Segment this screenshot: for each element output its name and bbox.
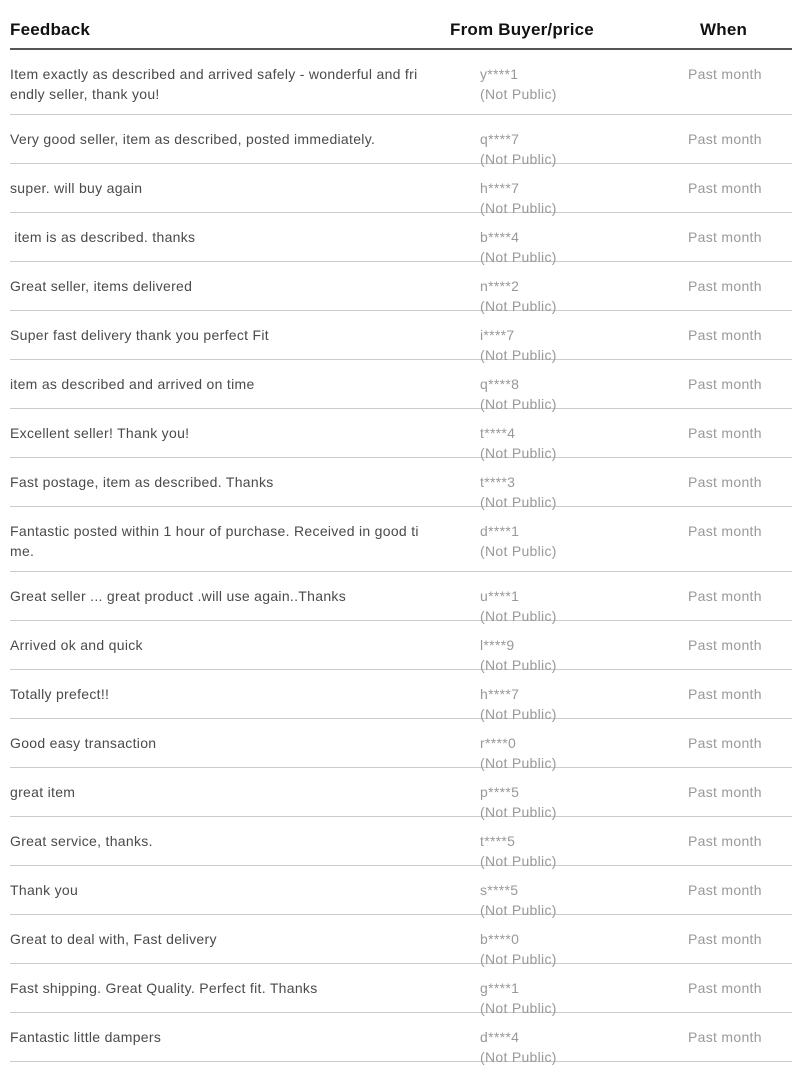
feedback-text: Great service, thanks. bbox=[10, 833, 153, 849]
feedback-rows bbox=[10, 50, 792, 1065]
buyer-id: d****1 bbox=[480, 523, 520, 539]
feedback-when: Past month bbox=[688, 637, 762, 653]
buyer-cell bbox=[440, 50, 680, 114]
column-header-feedback: Feedback bbox=[10, 20, 91, 39]
buyer-privacy-note: (Not Public) bbox=[480, 543, 557, 559]
feedback-row bbox=[10, 817, 792, 869]
buyer-cell bbox=[440, 213, 680, 265]
feedback-text: Item exactly as described and arrived safely - wonderful and friendly seller, thank you! bbox=[10, 66, 418, 102]
feedback-text: Excellent seller! Thank you! bbox=[10, 425, 190, 441]
feedback-row bbox=[10, 409, 792, 461]
buyer-id: r****0 bbox=[480, 735, 517, 751]
feedback-row bbox=[10, 262, 792, 314]
table-header bbox=[10, 0, 792, 50]
feedback-row bbox=[10, 866, 792, 918]
buyer-id: t****3 bbox=[480, 474, 516, 490]
feedback-when: Past month bbox=[688, 66, 762, 82]
feedback-when: Past month bbox=[688, 131, 762, 147]
buyer-privacy-note: (Not Public) bbox=[480, 200, 557, 216]
feedback-when: Past month bbox=[688, 180, 762, 196]
buyer-cell bbox=[440, 507, 680, 571]
column-header-from-buyer-price: From Buyer/price bbox=[450, 20, 594, 39]
buyer-privacy-note: (Not Public) bbox=[480, 853, 557, 869]
buyer-cell bbox=[440, 866, 680, 918]
buyer-privacy-note: (Not Public) bbox=[480, 951, 557, 967]
feedback-text: Thank you bbox=[10, 882, 79, 898]
buyer-cell bbox=[440, 115, 680, 167]
buyer-cell bbox=[440, 670, 680, 722]
feedback-when: Past month bbox=[688, 474, 762, 490]
buyer-id: p****5 bbox=[480, 784, 520, 800]
feedback-text: item is as described. thanks bbox=[10, 229, 196, 245]
feedback-when: Past month bbox=[688, 833, 762, 849]
feedback-table bbox=[10, 0, 792, 1065]
buyer-privacy-note: (Not Public) bbox=[480, 151, 557, 167]
feedback-row bbox=[10, 670, 792, 722]
feedback-text: Fast postage, item as described. Thanks bbox=[10, 474, 274, 490]
feedback-text: Very good seller, item as described, posted immediately. bbox=[10, 131, 376, 147]
buyer-id: u****1 bbox=[480, 588, 520, 604]
buyer-cell bbox=[440, 360, 680, 412]
feedback-text: super. will buy again bbox=[10, 180, 143, 196]
buyer-id: s****5 bbox=[480, 882, 519, 898]
buyer-id: n****2 bbox=[480, 278, 520, 294]
buyer-id: b****0 bbox=[480, 931, 520, 947]
feedback-text: great item bbox=[10, 784, 76, 800]
feedback-row bbox=[10, 164, 792, 216]
feedback-text: Fantastic posted within 1 hour of purchase. Received in good time. bbox=[10, 523, 419, 559]
feedback-text: Totally prefect!! bbox=[10, 686, 110, 702]
feedback-row bbox=[10, 50, 792, 115]
feedback-row bbox=[10, 458, 792, 510]
feedback-row bbox=[10, 719, 792, 771]
buyer-privacy-note: (Not Public) bbox=[480, 804, 557, 820]
feedback-when: Past month bbox=[688, 784, 762, 800]
buyer-id: h****7 bbox=[480, 686, 520, 702]
buyer-privacy-note: (Not Public) bbox=[480, 298, 557, 314]
feedback-row bbox=[10, 768, 792, 820]
buyer-privacy-note: (Not Public) bbox=[480, 1049, 557, 1065]
feedback-row bbox=[10, 1013, 792, 1065]
buyer-privacy-note: (Not Public) bbox=[480, 347, 557, 363]
feedback-when: Past month bbox=[688, 686, 762, 702]
buyer-id: y****1 bbox=[480, 66, 519, 82]
feedback-text: Fast shipping. Great Quality. Perfect fit. Thanks bbox=[10, 980, 318, 996]
buyer-id: q****8 bbox=[480, 376, 520, 392]
buyer-cell bbox=[440, 768, 680, 820]
buyer-id: t****5 bbox=[480, 833, 516, 849]
feedback-when: Past month bbox=[688, 980, 762, 996]
buyer-privacy-note: (Not Public) bbox=[480, 494, 557, 510]
feedback-row bbox=[10, 572, 792, 624]
feedback-when: Past month bbox=[688, 588, 762, 604]
buyer-cell bbox=[440, 458, 680, 510]
feedback-when: Past month bbox=[688, 425, 762, 441]
feedback-when: Past month bbox=[688, 1029, 762, 1045]
buyer-privacy-note: (Not Public) bbox=[480, 608, 557, 624]
buyer-id: h****7 bbox=[480, 180, 520, 196]
feedback-when: Past month bbox=[688, 931, 762, 947]
buyer-cell bbox=[440, 164, 680, 216]
feedback-text: Fantastic little dampers bbox=[10, 1029, 162, 1045]
feedback-text: Super fast delivery thank you perfect Fit bbox=[10, 327, 269, 343]
feedback-when: Past month bbox=[688, 882, 762, 898]
buyer-cell bbox=[440, 572, 680, 624]
feedback-text: item as described and arrived on time bbox=[10, 376, 255, 392]
buyer-id: b****4 bbox=[480, 229, 520, 245]
feedback-when: Past month bbox=[688, 278, 762, 294]
buyer-id: q****7 bbox=[480, 131, 520, 147]
feedback-text: Arrived ok and quick bbox=[10, 637, 143, 653]
buyer-privacy-note: (Not Public) bbox=[480, 657, 557, 673]
feedback-text: Good easy transaction bbox=[10, 735, 157, 751]
buyer-privacy-note: (Not Public) bbox=[480, 706, 557, 722]
buyer-privacy-note: (Not Public) bbox=[480, 1000, 557, 1016]
feedback-row bbox=[10, 115, 792, 167]
buyer-privacy-note: (Not Public) bbox=[480, 249, 557, 265]
buyer-id: g****1 bbox=[480, 980, 520, 996]
feedback-row bbox=[10, 507, 792, 572]
feedback-when: Past month bbox=[688, 229, 762, 245]
buyer-cell bbox=[440, 621, 680, 673]
feedback-row bbox=[10, 213, 792, 265]
buyer-cell bbox=[440, 1013, 680, 1065]
feedback-row bbox=[10, 311, 792, 363]
buyer-privacy-note: (Not Public) bbox=[480, 86, 557, 102]
feedback-row bbox=[10, 964, 792, 1016]
feedback-when: Past month bbox=[688, 327, 762, 343]
buyer-privacy-note: (Not Public) bbox=[480, 755, 557, 771]
feedback-text: Great seller, items delivered bbox=[10, 278, 193, 294]
buyer-cell bbox=[440, 964, 680, 1016]
buyer-cell bbox=[440, 915, 680, 967]
buyer-privacy-note: (Not Public) bbox=[480, 902, 557, 918]
buyer-cell bbox=[440, 719, 680, 771]
buyer-cell bbox=[440, 409, 680, 461]
feedback-text: Great seller ... great product .will use again..Thanks bbox=[10, 588, 347, 604]
feedback-when: Past month bbox=[688, 523, 762, 539]
buyer-cell bbox=[440, 262, 680, 314]
buyer-cell bbox=[440, 311, 680, 363]
buyer-id: d****4 bbox=[480, 1029, 520, 1045]
feedback-when: Past month bbox=[688, 735, 762, 751]
buyer-id: l****9 bbox=[480, 637, 515, 653]
buyer-privacy-note: (Not Public) bbox=[480, 396, 557, 412]
feedback-when: Past month bbox=[688, 376, 762, 392]
feedback-text: Great to deal with, Fast delivery bbox=[10, 931, 217, 947]
feedback-row bbox=[10, 360, 792, 412]
buyer-id: t****4 bbox=[480, 425, 516, 441]
buyer-privacy-note: (Not Public) bbox=[480, 445, 557, 461]
column-header-when: When bbox=[700, 20, 748, 39]
buyer-id: i****7 bbox=[480, 327, 515, 343]
feedback-row bbox=[10, 915, 792, 967]
buyer-cell bbox=[440, 817, 680, 869]
feedback-row bbox=[10, 621, 792, 673]
